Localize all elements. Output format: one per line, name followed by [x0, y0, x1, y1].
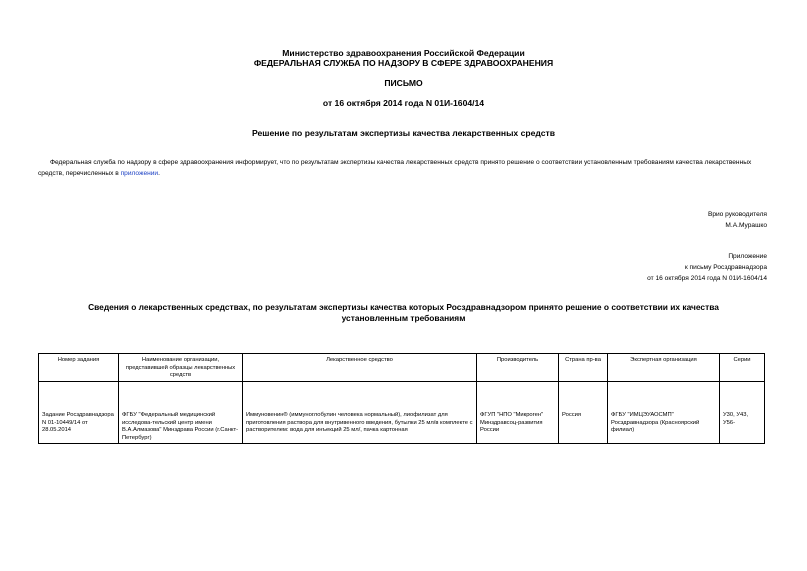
cell-task-number: Задание Росздравнадзора N 01-10449/14 от 28.05.2014	[39, 382, 119, 444]
header-medicine: Лекарственное средство	[243, 354, 477, 382]
header-organization: Наименование организации, представившей образцы лекарственных средств	[119, 354, 243, 382]
table-caption: Сведения о лекарственных средствах, по результатам экспертизы качества которых Росздравнадзором принято решение о соответствии их качества установленным требованиям	[88, 302, 719, 323]
paragraph-end: .	[158, 170, 160, 177]
ministry-name: Министерство здравоохранения Российской Федерации	[282, 48, 525, 58]
appendix-link[interactable]: приложении	[120, 170, 159, 177]
medicines-table	[38, 353, 765, 444]
main-paragraph	[38, 157, 768, 179]
header-task-number: Номер задания	[39, 354, 119, 382]
cell-series: У30, У43, У56-	[720, 382, 765, 444]
header-expert-org: Экспертная организация	[608, 354, 720, 382]
service-name: ФЕДЕРАЛЬНАЯ СЛУЖБА ПО НАДЗОРУ В СФЕРЕ ЗДРАВООХРАНЕНИЯ	[253, 58, 554, 68]
cell-medicine: Иммуновенин® (иммуноглобулин человека нормальный), лиофилизат для приготовления раствора для внутривенного введения, бутылки 25 мл/в комплекте с растворителем: вода для инъекций 25 мл/, пачка картонная	[243, 382, 477, 444]
paragraph-text: Федеральная служба по надзору в сфере здравоохранения информирует, что по результатам экспертизы качества лекарственных средств принято решение о соответствии установленным требованиям качества лекарственных средств, перечисленных в	[38, 159, 752, 177]
header-manufacturer: Производитель	[477, 354, 559, 382]
table-header-row	[39, 354, 765, 382]
appendix-date-ref: от 16 октября 2014 года N 01И-1604/14	[647, 275, 767, 282]
appendix-letter-ref: к письму Росздравнадзора	[684, 264, 767, 271]
cell-organization: ФГБУ "Федеральный медицинский исследова-тельский центр имени В.А.Алмазова" Минздрава России (г.Санкт-Петербург)	[119, 382, 243, 444]
table-row	[39, 382, 765, 444]
header-series: Серии	[720, 354, 765, 382]
cell-expert-org: ФГБУ "ИМЦЭУАОСМП" Росздравнадзора (Красноярский филиал)	[608, 382, 720, 444]
document-title: Решение по результатам экспертизы качества лекарственных средств	[251, 128, 556, 138]
document-date: от 16 октября 2014 года N 01И-1604/14	[322, 98, 485, 108]
cell-country: Россия	[559, 382, 608, 444]
signature-name: М.А.Мурашко	[725, 222, 767, 229]
document-type: ПИСЬМО	[384, 78, 423, 88]
cell-manufacturer: ФГУП "НПО "Микроген" Минздравсоц-развития России	[477, 382, 559, 444]
signature-position: Врио руководителя	[707, 211, 767, 218]
header-country: Страна пр-ва	[559, 354, 608, 382]
appendix-label: Приложение	[728, 253, 767, 260]
